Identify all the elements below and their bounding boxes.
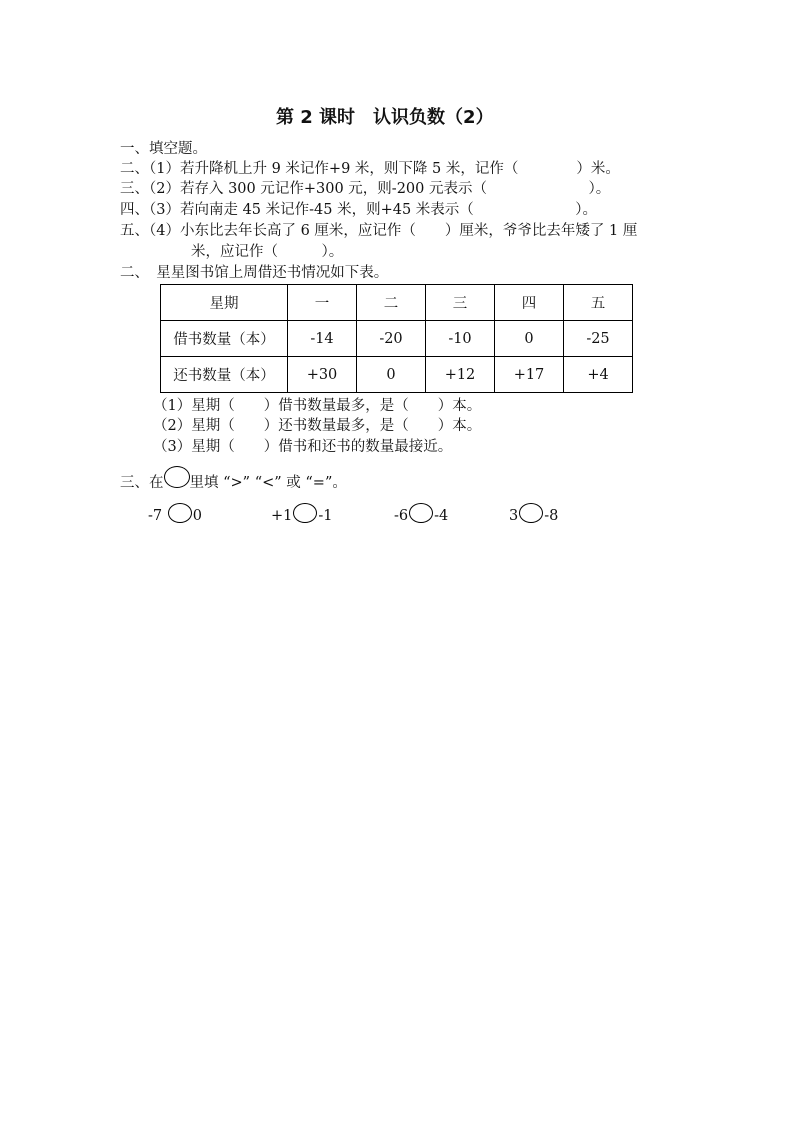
compare-item bbox=[394, 506, 448, 526]
table-cell: 0 bbox=[495, 321, 564, 357]
compare-left: -6 bbox=[394, 508, 409, 524]
compare-circle-input[interactable] bbox=[409, 503, 433, 523]
section1-heading: 一、填空题。 bbox=[120, 141, 207, 157]
table-cell: -14 bbox=[288, 321, 357, 357]
table-row bbox=[161, 321, 633, 357]
compare-circle-input[interactable] bbox=[168, 503, 192, 523]
table-cell: +12 bbox=[426, 357, 495, 393]
question-2-1: （1）星期（ ）借书数量最多，是（ ）本。 bbox=[153, 398, 482, 414]
table-cell: 0 bbox=[357, 357, 426, 393]
compare-right: -8 bbox=[544, 508, 559, 524]
compare-right: -4 bbox=[434, 508, 449, 524]
compare-item bbox=[509, 506, 558, 526]
table-cell: +30 bbox=[288, 357, 357, 393]
compare-left: 3 bbox=[509, 508, 519, 524]
question-1-3: 四、（3）若向南走 45 米记作-45 米，则+45 米表示（ ）。 bbox=[120, 202, 598, 218]
table-cell: 借书数量（本） bbox=[161, 321, 288, 357]
section3-heading bbox=[120, 472, 347, 494]
library-table bbox=[160, 284, 633, 393]
compare-circle-input[interactable] bbox=[519, 503, 543, 523]
table-header-cell: 星期 bbox=[161, 285, 288, 321]
table-cell: +17 bbox=[495, 357, 564, 393]
table-cell: +4 bbox=[564, 357, 633, 393]
section3-prefix: 三、在 bbox=[120, 475, 164, 491]
compare-right: -1 bbox=[318, 508, 333, 524]
table-cell: -10 bbox=[426, 321, 495, 357]
section2-heading: 二、 星星图书馆上周借还书情况如下表。 bbox=[120, 265, 389, 281]
table-row bbox=[161, 357, 633, 393]
page-title: 第 2 课时 认识负数（2） bbox=[276, 107, 494, 128]
compare-left: -7 bbox=[148, 508, 163, 524]
table-cell: -20 bbox=[357, 321, 426, 357]
table-header-cell: 四 bbox=[495, 285, 564, 321]
question-2-3: （3）星期（ ）借书和还书的数量最接近。 bbox=[153, 439, 453, 455]
compare-right: 0 bbox=[192, 508, 202, 524]
compare-item bbox=[148, 506, 202, 526]
table-header-cell: 三 bbox=[426, 285, 495, 321]
question-1-4-line2: 米，应记作（ ）。 bbox=[191, 244, 344, 260]
table-header-cell: 五 bbox=[564, 285, 633, 321]
question-1-2: 三、（2）若存入 300 元记作+300 元，则-200 元表示（ ）。 bbox=[120, 181, 611, 197]
section3-suffix: 里填 “>” “<” 或 “=”。 bbox=[189, 475, 347, 491]
table-header-row bbox=[161, 285, 633, 321]
question-1-4-line1: 五、（4）小东比去年长高了 6 厘米，应记作（ ）厘米，爷爷比去年矮了 1 厘 bbox=[120, 223, 638, 239]
compare-item bbox=[271, 506, 333, 526]
compare-circle-input[interactable] bbox=[293, 503, 317, 523]
table-header-cell: 二 bbox=[357, 285, 426, 321]
question-1-1: 二、（1）若升降机上升 9 米记作+9 米，则下降 5 米，记作（ ）米。 bbox=[120, 161, 620, 177]
question-2-2: （2）星期（ ）还书数量最多，是（ ）本。 bbox=[153, 418, 482, 434]
table-cell: 还书数量（本） bbox=[161, 357, 288, 393]
table-cell: -25 bbox=[564, 321, 633, 357]
answer-circle-icon bbox=[164, 466, 190, 488]
compare-left: +1 bbox=[271, 508, 293, 524]
table-header-cell: 一 bbox=[288, 285, 357, 321]
